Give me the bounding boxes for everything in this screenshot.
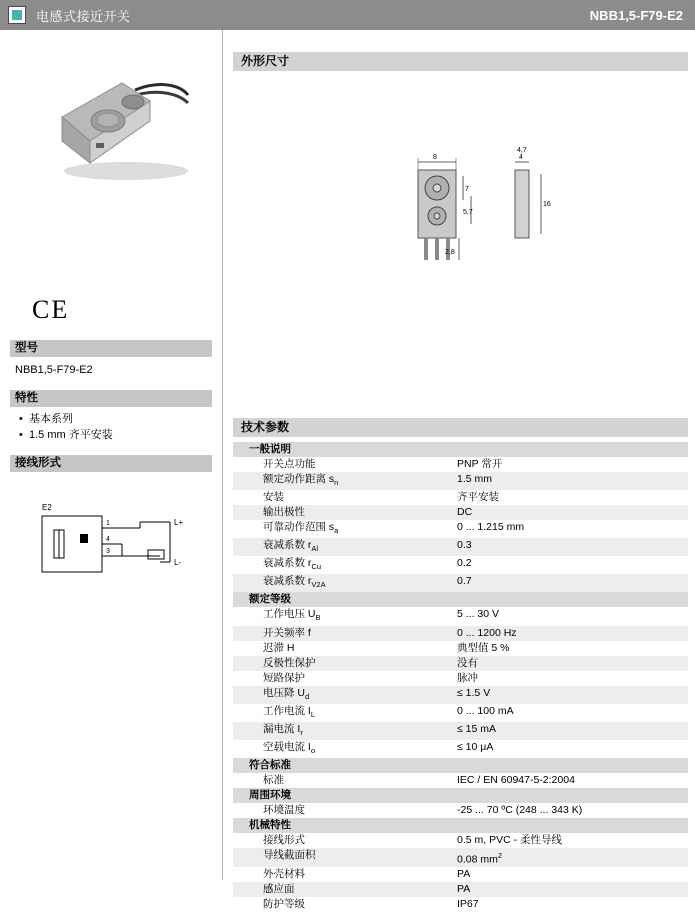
tech-row bbox=[233, 704, 688, 722]
tech-row bbox=[233, 722, 688, 740]
dim-57: 5,7 bbox=[463, 209, 473, 216]
tech-row-label: 工作电流 $I_L$ bbox=[263, 704, 316, 719]
tech-row bbox=[233, 686, 688, 704]
model-value: NBB1,5-F79-E2 bbox=[15, 364, 93, 376]
tech-row-value: -25 ... 70 ºC (248 ... 343 K) bbox=[457, 803, 583, 816]
tech-row bbox=[233, 867, 688, 882]
dim-4: 4 bbox=[519, 154, 523, 161]
wiring-label-e2: E2 bbox=[42, 503, 52, 512]
tech-row-label: 空载电流 $I_o$ bbox=[263, 740, 316, 755]
tech-row-value: 没有 bbox=[453, 656, 688, 671]
section-title-wiring: 接线形式 bbox=[10, 455, 212, 472]
dim-7: 7 bbox=[465, 186, 469, 193]
header-title: 电感式接近开关 bbox=[36, 8, 131, 24]
tech-row bbox=[233, 848, 688, 868]
product-photo bbox=[30, 55, 190, 190]
feature-item: • 基本系列 bbox=[29, 412, 215, 426]
tech-row bbox=[233, 505, 688, 520]
tech-row bbox=[233, 574, 688, 592]
tech-row-value: 5 ... 30 V bbox=[457, 608, 500, 621]
tech-row-label: 标准 bbox=[263, 773, 284, 786]
tech-row-value: 0 ... 1200 Hz bbox=[453, 626, 688, 641]
wiring-lplus: L+ bbox=[174, 518, 184, 527]
tech-row-label: 额定动作距离 $s_n$ bbox=[233, 472, 453, 490]
tech-row-value: IEC / EN 60947-5-2:2004 bbox=[457, 773, 575, 786]
tech-row-label: 开关频率 f bbox=[233, 626, 453, 641]
tech-row bbox=[233, 641, 688, 656]
tech-title: 技术参数 bbox=[233, 418, 688, 437]
tech-row bbox=[233, 626, 688, 641]
tech-row bbox=[233, 656, 688, 671]
wiring-lminus: L- bbox=[174, 558, 182, 567]
dim-47: 4,7 bbox=[517, 147, 527, 154]
tech-group-label: 周围环境 bbox=[233, 788, 688, 803]
tech-row-value: PNP 常开 bbox=[457, 458, 503, 470]
tech-row bbox=[233, 520, 688, 538]
tech-row bbox=[233, 773, 688, 788]
tech-row bbox=[233, 833, 688, 848]
tech-group-label: 额定等级 bbox=[233, 592, 688, 607]
wiring-pin-1: 1 bbox=[106, 520, 110, 527]
tech-row-label: 衰减系数 $r_{Al}$ bbox=[233, 538, 453, 556]
tech-row bbox=[233, 740, 688, 758]
tech-row-label: 输出极性 bbox=[233, 505, 453, 520]
tech-row-value: 典型值 5 % bbox=[457, 641, 510, 654]
tech-row-label: 导线截面积 bbox=[233, 848, 453, 868]
tech-row-value: 0.08 $mm^2$ bbox=[453, 848, 688, 868]
tech-row-label: 接线形式 bbox=[263, 833, 305, 846]
section-title-features: 特性 bbox=[10, 390, 212, 407]
tech-row-value: 0 ... 1.215 mm bbox=[457, 521, 525, 534]
tech-row-label: 衰减系数 $r_{Cu}$ bbox=[263, 557, 322, 572]
tech-row-label: 环境温度 bbox=[263, 803, 305, 816]
tech-row-label: 工作电压 $U_B$ bbox=[263, 608, 321, 623]
tech-row-value: 脉冲 bbox=[457, 671, 478, 684]
section-title-model: 型号 bbox=[10, 340, 212, 357]
tech-row-value: 齐平安装 bbox=[457, 491, 499, 504]
tech-row-value: ≤ 1.5 V bbox=[453, 686, 688, 704]
tech-row-value: ≤ 10 μA bbox=[457, 740, 494, 753]
tech-row-label: 迟滞 H bbox=[263, 641, 295, 654]
tech-row bbox=[233, 671, 688, 686]
tech-row-value: ≤ 15 mA bbox=[453, 722, 688, 740]
tech-group-label: 符合标准 bbox=[233, 758, 688, 773]
tech-row bbox=[233, 472, 688, 490]
tech-row bbox=[233, 882, 688, 897]
tech-row-value: 0.2 bbox=[457, 557, 472, 570]
tech-row-value: 0.3 bbox=[453, 538, 688, 556]
tech-row-label: 短路保护 bbox=[263, 671, 305, 684]
tech-row-value: 0 ... 100 mA bbox=[457, 704, 514, 717]
tech-row-label: 外壳材料 bbox=[263, 868, 305, 881]
tech-row-label: 防护等级 bbox=[263, 898, 305, 911]
tech-row bbox=[233, 607, 688, 625]
tech-spec-table bbox=[233, 442, 688, 912]
header-model: NBB1,5-F79-E2 bbox=[589, 7, 683, 23]
tech-row-value: 0.5 m, PVC - 柔性导线 bbox=[457, 833, 563, 846]
tech-group-header bbox=[233, 818, 688, 833]
tech-row bbox=[233, 897, 688, 912]
tech-row bbox=[233, 803, 688, 818]
tech-row-label: 感应面 bbox=[233, 882, 453, 897]
tech-row bbox=[233, 538, 688, 556]
dimensions-title: 外形尺寸 bbox=[233, 52, 688, 71]
tech-group-header bbox=[233, 592, 688, 607]
wiring-diagram bbox=[40, 500, 200, 590]
features-list bbox=[15, 410, 215, 444]
tech-row-label: 漏电流 $I_r$ bbox=[233, 722, 453, 740]
tech-row-value: 1.5 mm bbox=[453, 472, 688, 490]
tech-row-value: DC bbox=[453, 505, 688, 520]
tech-row-label: 可靠动作范围 $s_a$ bbox=[263, 521, 339, 536]
tech-row bbox=[233, 457, 688, 472]
page-header bbox=[0, 0, 695, 30]
wiring-pin-4: 4 bbox=[106, 536, 110, 543]
tech-row bbox=[233, 556, 688, 574]
dim-width-8: 8 bbox=[433, 154, 437, 161]
tech-group-header bbox=[233, 788, 688, 803]
tech-row-label: 安装 bbox=[263, 491, 284, 504]
tech-group-label: 一般说明 bbox=[233, 442, 688, 457]
tech-row-label: 衰减系数 $r_{V2A}$ bbox=[233, 574, 453, 592]
tech-row-label: 电压降 $U_d$ bbox=[233, 686, 453, 704]
square-logo-icon bbox=[8, 6, 26, 24]
tech-row-label: 反极性保护 bbox=[233, 656, 453, 671]
left-column bbox=[0, 30, 222, 880]
tech-group-header bbox=[233, 442, 688, 457]
dim-16: 16 bbox=[543, 201, 551, 208]
tech-row-value: IP67 bbox=[457, 898, 479, 911]
dimension-drawing bbox=[393, 140, 593, 285]
tech-row-value: PA bbox=[453, 882, 688, 897]
tech-group-label: 机械特性 bbox=[233, 818, 688, 833]
tech-row-value: PA bbox=[457, 868, 471, 881]
tech-row-label: 开关点功能 bbox=[263, 458, 316, 470]
dim-28: 2,8 bbox=[445, 249, 455, 256]
tech-row bbox=[233, 490, 688, 505]
tech-row-value: 0.7 bbox=[453, 574, 688, 592]
wiring-pin-3: 3 bbox=[106, 548, 110, 555]
ce-mark: CE bbox=[32, 295, 70, 324]
feature-item: • 1.5 mm 齐平安装 bbox=[29, 428, 215, 442]
right-column bbox=[222, 30, 695, 911]
tech-group-header bbox=[233, 758, 688, 773]
